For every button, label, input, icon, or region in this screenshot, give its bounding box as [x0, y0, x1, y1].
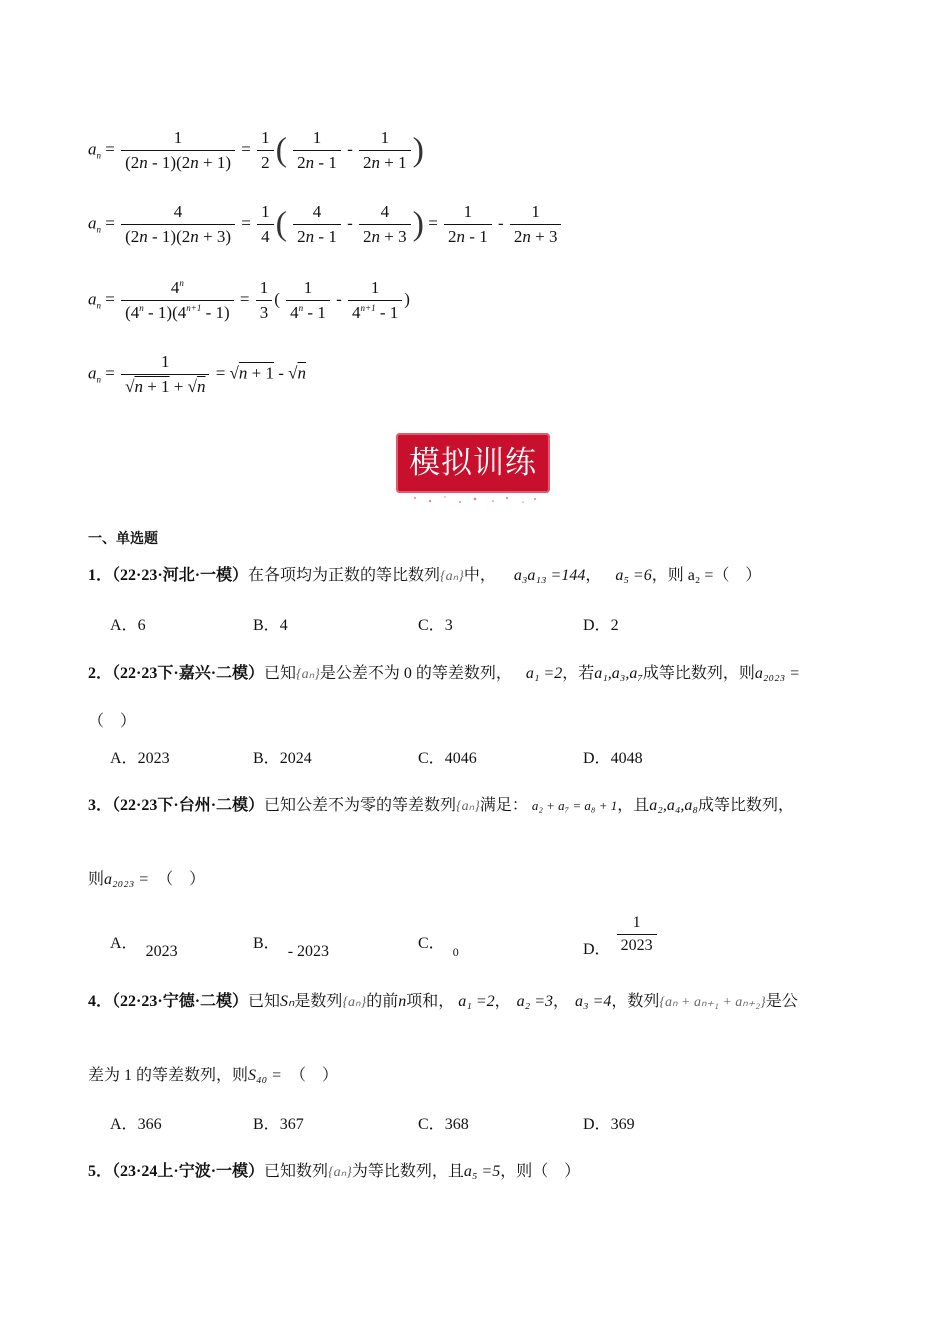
q4-option-d[interactable]: D．369: [583, 1116, 635, 1133]
question-4: 4．（22·23·宁德·二模）已知Sₙ是数列{aₙ}的前n项和， a₁ =2， a₂ =3， a₃ =4，数列{aₙ + aₙ₊₁ + aₙ₊₂}是公: [88, 993, 798, 1010]
question-source: （22·23·宁德·二模）: [112, 993, 249, 1010]
q4-option-c[interactable]: C．368: [418, 1116, 469, 1133]
q2-option-d[interactable]: D．4048: [583, 750, 643, 767]
q2-option-a[interactable]: A．2023: [110, 750, 170, 767]
q3-option-a[interactable]: A． 2023: [110, 935, 178, 960]
q2-answer-paren: （ ）: [88, 713, 137, 730]
question-3-line-2: 则a₂₀₂₃ = （ ）: [88, 871, 206, 888]
q1-option-b[interactable]: B．4: [253, 617, 288, 634]
q3-option-d[interactable]: D． $\frac{1}{2023}$: [583, 914, 659, 955]
question-source: （23·24上·宁波·一模）: [112, 1163, 265, 1180]
question-3: 3．（22·23下·台州·二模）已知公差不为零的等差数列{aₙ}满足： a₂ + a₇ = a₈ + 1，且a₂,a₄,a₈成等比数列，: [88, 797, 794, 814]
q3-option-b[interactable]: B． - 2023: [253, 935, 330, 960]
formula-4: $a_n$ = $\frac{1}{√n + 1 + √n}$ = √n + 1 - √n: [88, 352, 306, 396]
banner-title: 模拟训练: [396, 433, 550, 493]
q1-option-d[interactable]: D．2: [583, 617, 619, 634]
banner-decoration: [405, 495, 545, 505]
section-title: 一、单选题: [88, 531, 158, 547]
q2-option-c[interactable]: C．4046: [418, 750, 477, 767]
formula-1: $a_n$ = $\frac{1}{(2n - 1)(2n + 1)}$ = $\frac{1}{2}$ ( $\frac{1}{2n - 1}$ - $\frac{1}{2n + 1}$ ): [88, 128, 424, 172]
q4-option-b[interactable]: B．367: [253, 1116, 304, 1133]
question-source: （22·23下·台州·二模）: [112, 797, 265, 814]
q1-option-a[interactable]: A．6: [110, 617, 146, 634]
question-2: 2．（22·23下·嘉兴·二模）已知{aₙ}是公差不为 0 的等差数列， a₁ =2，若a₁,a₃,a₇成等比数列，则a₂₀₂₃ =: [88, 665, 800, 682]
formula-2: $a_n$ = $\frac{4}{(2n - 1)(2n + 3)}$ = $\frac{1}{4}$ ( $\frac{4}{2n - 1}$ - $\frac{4}{2n + 3}$ ) = $\frac{1}{2n - 1}$ - $\frac{1}{2n + 3}$: [88, 202, 563, 247]
question-1: 1．（22·23·河北·一模）在各项均为正数的等比数列{aₙ}中， a₃a₁₃ =144， a₅ =6，则 a₂ =（ ）: [88, 567, 762, 584]
formula-3: $a_n$ = $\frac{4^n}{(4^n - 1)(4^{n+1} - 1)}$ = $\frac{1}{3}$ ( $\frac{1}{4^n - 1}$ - $\frac{1}{4^{n+1} - 1}$ ): [88, 278, 410, 322]
question-5: 5．（23·24上·宁波·一模）已知数列{aₙ}为等比数列，且a₅ =5，则（ ）: [88, 1163, 581, 1180]
question-source: （22·23·河北·一模）: [112, 567, 249, 584]
q2-option-b[interactable]: B．2024: [253, 750, 312, 767]
q1-option-c[interactable]: C．3: [418, 617, 453, 634]
question-source: （22·23下·嘉兴·二模）: [112, 665, 265, 682]
question-4-line-2: 差为 1 的等差数列，则S₄₀ = （ ）: [88, 1067, 338, 1084]
q3-option-c[interactable]: C． $_0$: [418, 935, 459, 959]
q4-option-a[interactable]: A．366: [110, 1116, 162, 1133]
